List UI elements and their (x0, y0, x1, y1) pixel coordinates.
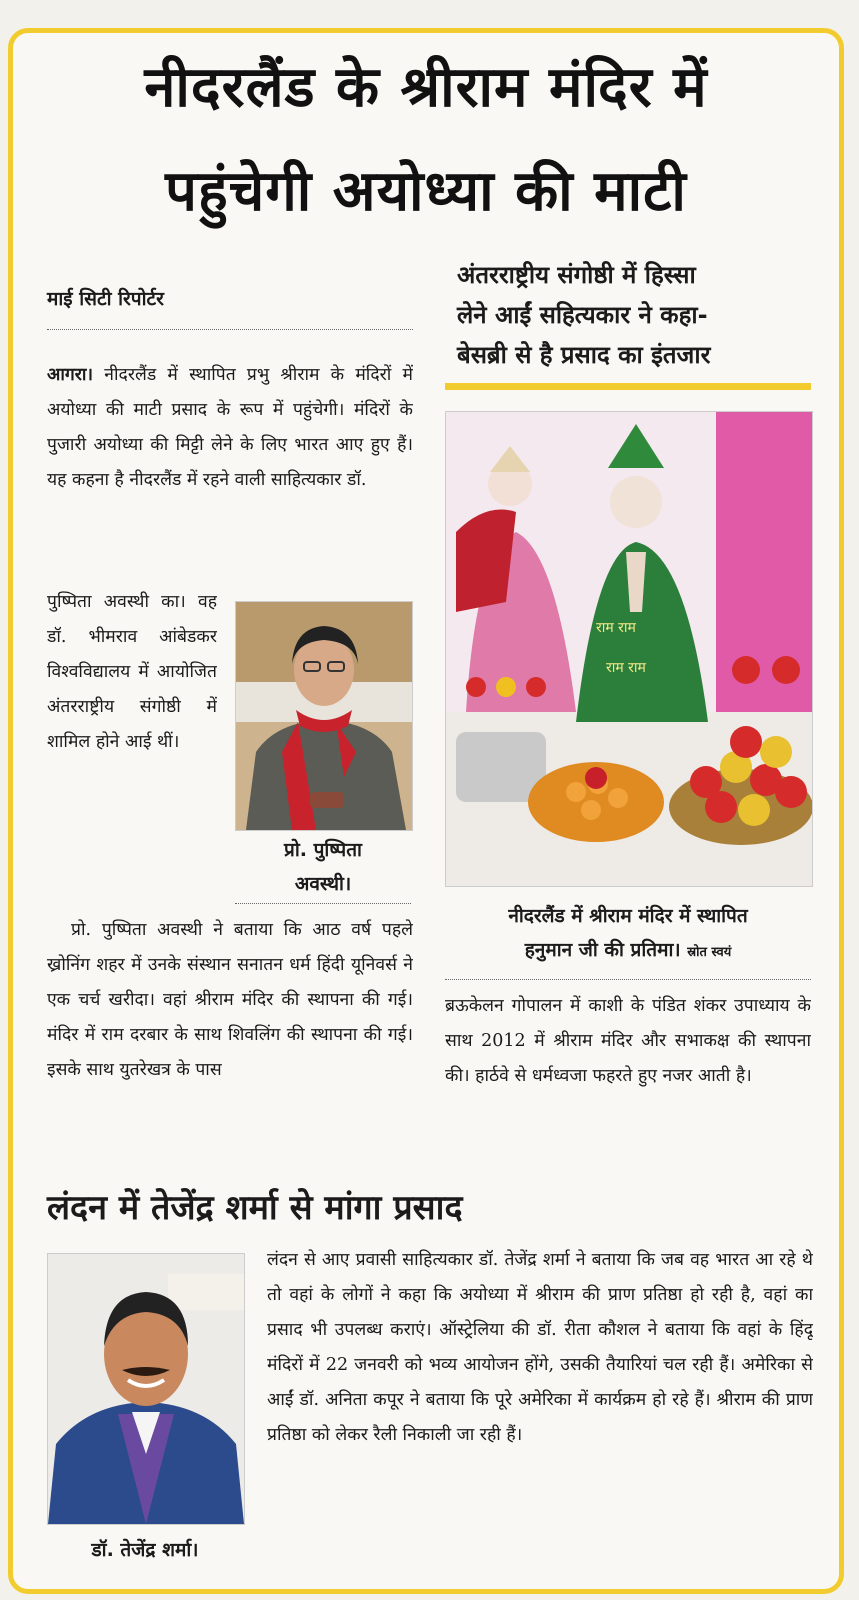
section-2-body: लंदन से आए प्रवासी साहित्यकार डॉ. तेजेंद्र शर्मा ने बताया कि जब वह भारत आ रहे थे तो वहां के लोगों ने कहा कि अयोध्या में श्रीराम की प्राण प्रतिष्ठा हो रही है, वहां का प्रसाद भी उपलब्ध कराएं। ऑस्ट्रेलिया की डॉ. रीता कौशल ने बताया कि वहां के हिंदू मंदिरों में 22 जनवरी को भव्य आयोजन होंगे, उसकी तैयारियां चल रही हैं। अमेरिका से आईं डॉ. अनिता कपूर ने बताया कि पूरे अमेरिका में कार्यक्रम हो रहे हैं। श्रीराम की प्राण प्रतिष्ठा को लेकर रैली निकाली जा रही हैं। (267, 1250, 813, 1445)
section-2-heading: लंदन में तेजेंद्र शर्मा से मांगा प्रसाद (47, 1188, 463, 1228)
portrait-pushpita-awasthi (235, 601, 413, 831)
svg-text:राम राम: राम राम (596, 620, 636, 636)
temple-photo-caption (445, 899, 811, 970)
svg-text:राम राम: राम राम (606, 660, 646, 676)
temple-caption-rule (445, 979, 811, 980)
portrait-1-caption-line-1: प्रो. पुष्पिता (284, 839, 362, 861)
subheadline-line-2: लेने आईं सहित्यकार ने कहा- (457, 301, 708, 329)
subheadline-line-3: बेसब्री से है प्रसाद का इंतजार (457, 341, 711, 369)
headline-line-2: पहुंचेगी अयोध्या की माटी (165, 159, 687, 224)
article-paragraph-1-continued: पुष्पिता अवस्थी का। वह डॉ. भीमराव आंबेडकर विश्वविद्यालय में आयोजित अंतरराष्ट्रीय संगोष्ठी में शामिल होने आई थीं। (47, 592, 217, 752)
person-photo-icon (48, 1254, 244, 1524)
portrait-2-caption: डॉ. तेजेंद्र शर्मा। (91, 1539, 199, 1561)
article-paragraph-2: प्रो. पुष्पिता अवस्थी ने बताया कि आठ वर्ष पहले ख्रोनिंग शहर में उनके संस्थान सनातन धर्म हिंदी यूनिवर्स ने एक चर्च खरीदा। वहां श्रीराम मंदिर की स्थापना की गई। मंदिर में राम दरबार के साथ शिवलिंग की स्थापना की गई। इसके साथ युतरेखत्र के पास (47, 920, 413, 1080)
person-photo-icon (236, 602, 412, 830)
paragraph-1-text: नीदरलैंड में स्थापित प्रभु श्रीराम के मंदिरों में अयोध्या की माटी प्रसाद के रूप में पहुंचेगी। मंदिरों के पुजारी अयोध्या की मिट्टी लेने के लिए भारत आए हुए हैं। यह कहना है नीदरलैंड में रहने वाली साहित्यकार डॉ. (47, 365, 413, 490)
subheadline (457, 255, 817, 375)
headline-line-1: नीदरलैंड के श्रीराम मंदिर में (144, 55, 708, 120)
temple-caption-line-2-text: हनुमान जी की प्रतिमा। (524, 939, 681, 961)
newspaper-clipping (8, 28, 844, 1594)
dateline: आगरा। (47, 365, 94, 385)
portrait-tejendra-sharma (47, 1253, 245, 1525)
article-paragraph-1 (47, 358, 413, 578)
byline: माई सिटी रिपोर्टर (47, 288, 164, 310)
byline-rule (47, 329, 413, 330)
subheadline-underline (445, 383, 811, 390)
temple-caption-line-1: नीदरलैंड में श्रीराम मंदिर में स्थापित (508, 905, 748, 927)
photo-source: स्रोत स्वयं (687, 945, 732, 960)
article-paragraph-2-continued: ब्रऊकेलन गोपालन में काशी के पंडित शंकर उपाध्याय के साथ 2012 में श्रीराम मंदिर और सभाकक्ष की स्थापना की। हार्ठवे से धर्मध्वजा फहरते हुए नजर आती है। (445, 996, 811, 1086)
temple-idol-photo (445, 411, 813, 887)
portrait-1-caption (235, 833, 411, 901)
hanuman-idol-icon (446, 412, 812, 886)
portrait-1-caption-line-2: अवस्थी। (294, 873, 352, 895)
portrait-1-rule (235, 903, 411, 904)
subheadline-line-1: अंतरराष्ट्रीय संगोष्ठी में हिस्सा (457, 261, 696, 289)
temple-caption-line-2 (445, 933, 811, 970)
